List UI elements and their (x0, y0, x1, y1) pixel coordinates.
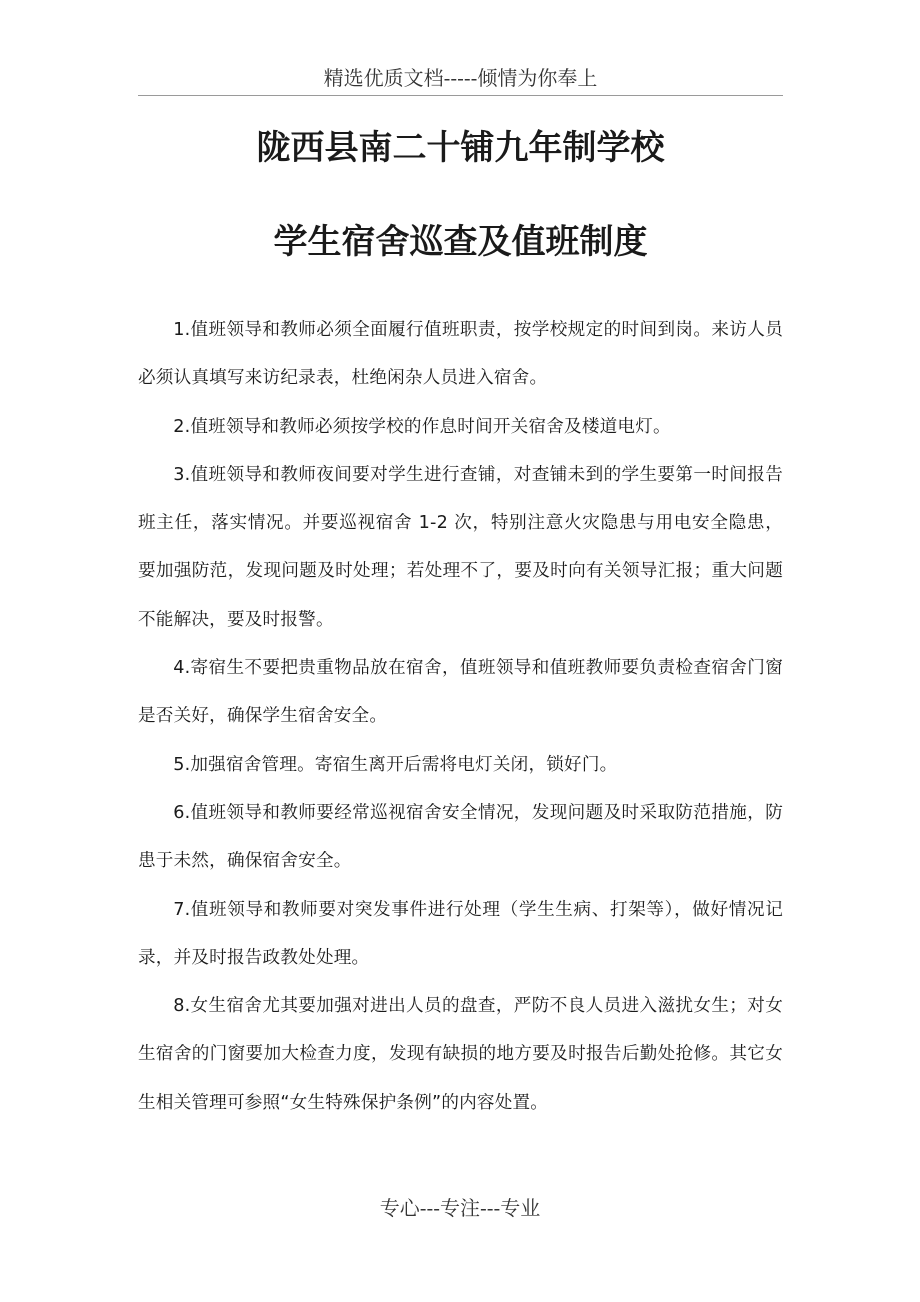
page-footer (0, 1194, 920, 1222)
rule-paragraph-1: 1.值班领导和教师必须全面履行值班职责，按学校规定的时间到岗。来访人员必须认真填写来访纪录表，杜绝闲杂人员进入宿舍。 (138, 320, 783, 389)
rule-paragraph-8: 8.女生宿舍尤其要加强对进出人员的盘查，严防不良人员进入滋扰女生；对女生宿舍的门窗要加大检查力度，发现有缺损的地方要及时报告后勤处抢修。其它女生相关管理可参照“女生特殊保护条例”的内容处置。 (138, 996, 783, 1113)
rule-paragraph-3: 3.值班领导和教师夜间要对学生进行查铺，对查铺未到的学生要第一时间报告班主任，落实情况。并要巡视宿舍 1-2 次，特别注意火灾隐患与用电安全隐患，要加强防范，发现问题及时处理；若处理不了，要及时向有关领导汇报；重大问题不能解决，要及时报警。 (138, 464, 783, 630)
header-text: 精选优质文档-----倾情为你奉上 (323, 66, 598, 90)
document-subtitle: 学生宿舍巡查及值班制度 (273, 222, 648, 262)
rule-paragraph-5: 5.加强宿舍管理。寄宿生离开后需将电灯关闭，锁好门。 (173, 754, 618, 775)
rule-paragraph-7: 7.值班领导和教师要对突发事件进行处理（学生生病、打架等），做好情况记录，并及时报告政教处处理。 (138, 899, 783, 968)
footer-text: 专心---专注---专业 (379, 1196, 541, 1220)
rule-paragraph-6: 6.值班领导和教师要经常巡视宿舍安全情况，发现问题及时采取防范措施，防患于未然，确保宿舍安全。 (138, 802, 783, 872)
rule-paragraph-4: 4.寄宿生不要把贵重物品放在宿舍，值班领导和值班教师要负责检查宿舍门窗是否关好，确保学生宿舍安全。 (138, 658, 783, 727)
rule-paragraph-2: 2.值班领导和教师必须按学校的作息时间开关宿舍及楼道电灯。 (173, 416, 671, 437)
document-body (138, 306, 783, 1127)
document-title: 陇西县南二十铺九年制学校 (256, 128, 665, 168)
page-header (138, 64, 783, 96)
